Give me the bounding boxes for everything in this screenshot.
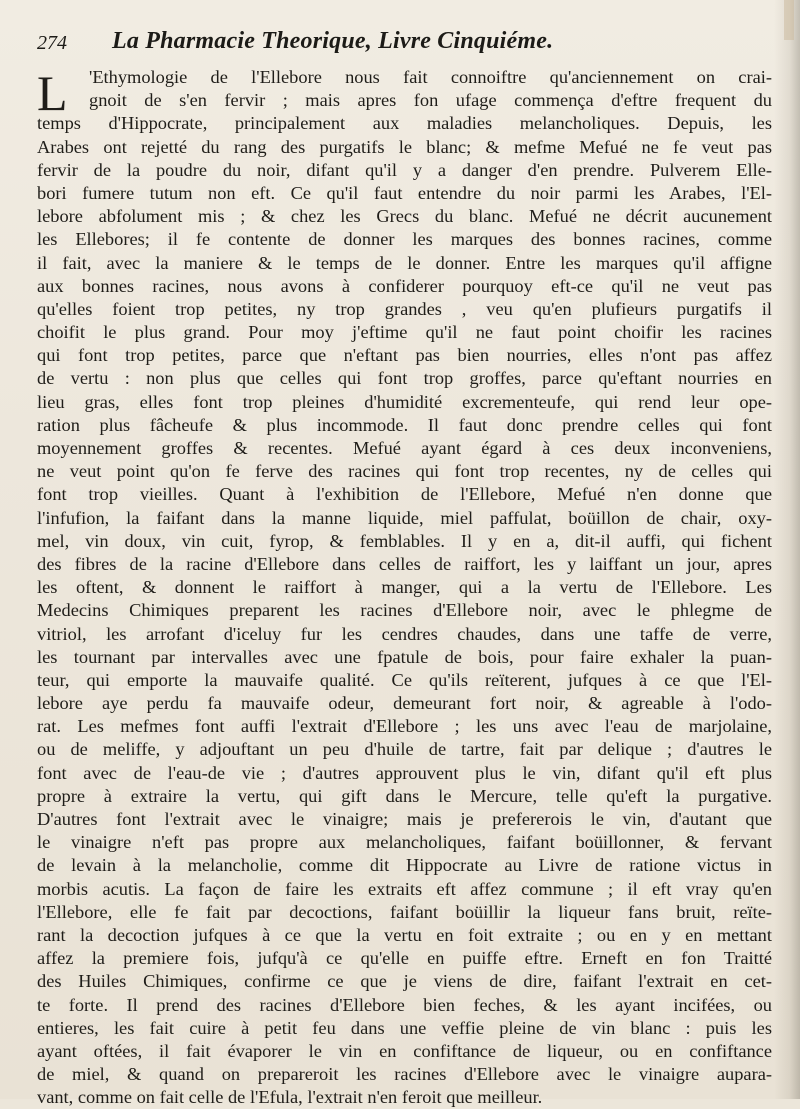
text-line: lebore aye perdu fa mauvaife odeur, demeurant fort noir, & agreable à l'odo- bbox=[37, 693, 772, 714]
text-line: bori fumere tutum non eft. Ce qu'il faut entendre du noir parmi les Arabes, l'El- bbox=[37, 182, 772, 203]
main-paragraph bbox=[37, 66, 772, 1109]
text-line: 'Ethymologie de l'Ellebore nous fait connoiftre qu'anciennement on crai- bbox=[89, 67, 772, 87]
text-line: teur, qui emporte la mauvaife qualité. Ce qu'ils reïterent, jufques à ce que l'El- bbox=[37, 669, 772, 690]
text-line: des fibres de la racine d'Ellebore dans celles de raiffort, les y laiffant un jour, apres bbox=[37, 553, 772, 574]
text-line: ration plus fâcheufe & plus incommode. Il faut donc prendre celles qui font bbox=[37, 414, 772, 435]
text-line: des Huiles Chimiques, confirme ce que je viens de dire, faifant l'extrait en cet- bbox=[37, 971, 772, 992]
text-line: vant, comme on fait celle de l'Efula, l'extrait n'en feroit que meilleur. bbox=[37, 1087, 543, 1108]
text-line: de vertu : non plus que celles qui font trop groffes, parce qu'eftant nourries en bbox=[37, 368, 772, 389]
text-line: l'infufion, la faifant dans la manne liquide, miel paffulat, boüillon de chair, oxy- bbox=[37, 507, 772, 528]
text-line: entieres, les fait cuire à petit feu dans une veffie pleine de vin blanc : puis les bbox=[37, 1017, 772, 1038]
text-line: lieu gras, elles font trop pleines d'humidité excrementeufe, qui rend leur ope- bbox=[37, 391, 772, 412]
text-line: mel, vin doux, vin cuit, fyrop, & femblables. Il y en a, dit-il auffi, qui fichent bbox=[37, 530, 772, 551]
text-line: de miel, & quand on prepareroit les racines d'Ellebore avec le vinaigre auparа- bbox=[37, 1064, 772, 1085]
text-line: propre à extraire la vertu, qui gift dans le Mercure, telle qu'eft la purgative. bbox=[37, 785, 772, 806]
text-line: rat. Les mefmes font auffi l'extrait d'Ellebore ; les uns avec l'eau de marjolaine, bbox=[37, 716, 772, 737]
text-line: fervir de la poudre du noir, difant qu'il y a danger d'en prendre. Pulverem Elle- bbox=[37, 159, 772, 180]
text-line: temps d'Hippocrate, principalement aux maladies melancholiques. Depuis, les bbox=[37, 113, 772, 134]
text-line: moyennement groffes & recentes. Mefué ayant égard à ces deux inconveniens, bbox=[37, 438, 772, 458]
page-edge-shadow bbox=[774, 0, 800, 1099]
text-line: ne veut point qu'on fe ferve des racines qui font trop recentes, ny de celles qui bbox=[37, 461, 772, 482]
text-line: D'autres font l'extrait avec le vinaigre; mais je prefererois le vin, d'autant que bbox=[37, 809, 772, 829]
text-line: ayant oftées, il fait évaporer le vin en confiftance de liqueur, ou en confiftance bbox=[37, 1040, 772, 1061]
text-line: les oftent, & donnent le raiffort à manger, qui a la vertu de l'Ellebore. Les bbox=[37, 577, 772, 598]
text-line: affez la premiere fois, jufqu'à ce qu'elle en puiffe eftre. Erneft en fon Traitté bbox=[37, 948, 772, 969]
text-line: lebore abfolument mis ; & chez les Grecs du blanc. Mefué ne décrit aucunement bbox=[37, 206, 772, 227]
text-line: aux bonnes racines, nous avons à confiderer pourquoy eft-ce qu'il ne veut pas bbox=[37, 275, 772, 296]
text-line: Arabes ont rejetté du rang des purgatifs le blanc; & mefme Mefué ne fe veut pas bbox=[37, 136, 772, 157]
text-line: vitriol, les arrofant d'iceluy fur les cendres chaudes, dans une taffe de verre, bbox=[37, 623, 772, 644]
page-edge-mark bbox=[784, 0, 794, 40]
text-line: l'Ellebore, elle fe fait par decoctions, faifant boüillir la liqueur fans bruit, reïte- bbox=[37, 901, 772, 922]
text-line: il fait, avec la maniere & le temps de le donner. Entre les marques qu'il affigne bbox=[37, 252, 772, 273]
page-number: 274 bbox=[37, 32, 67, 54]
text-line: choifit le plus grand. Pour moy j'eftime qu'il ne faut point choifir les racines bbox=[37, 322, 772, 343]
text-line: font trop vieilles. Quant à l'exhibition de l'Ellebore, Mefué n'en donne que bbox=[37, 484, 772, 505]
text-line: gnoit de s'en fervir ; mais apres fon ufage commença d'eftre frequent du bbox=[89, 90, 772, 111]
running-title: La Pharmacie Theorique, Livre Cinquiéme. bbox=[112, 28, 554, 54]
text-line: de levain à la melancholie, comme dit Hippocrate au Livre de ratione victus in bbox=[37, 855, 772, 876]
text-line: font avec de l'eau-de vie ; d'autres approuvent plus le vin, difant qu'il eft plus bbox=[37, 762, 772, 783]
text-line: ou de meliffe, y adjouftant un peu d'huile de tartre, fait par delique ; d'autres le bbox=[37, 739, 772, 760]
text-line: qu'elles foient trop petites, ny trop grandes , veu qu'en plufieurs purgatifs il bbox=[37, 298, 772, 319]
text-line: qui font trop petites, parce que n'eftant pas bien nourries, elles n'ont pas affez bbox=[37, 345, 772, 366]
text-line: te forte. Il prend des racines d'Ellebore bien feches, & les ayant incifées, ou bbox=[37, 994, 772, 1015]
text-line: les tournant par intervalles avec une fpatule de bois, pour faire exhaler la puan- bbox=[37, 646, 772, 667]
text-line: Medecins Chimiques preparent les racines d'Ellebore noir, avec le phlegme de bbox=[37, 600, 772, 621]
page-header bbox=[37, 24, 772, 64]
text-line: morbis acutis. La façon de faire les extraits eft affez commune ; il eft vray qu'en bbox=[37, 878, 772, 899]
text-line: le vinaigre n'eft pas propre aux melancholiques, faifant boüillonner, & fervant bbox=[37, 832, 772, 853]
text-line: rant la decoction jufques à ce que la vertu en foit extraite ; ou en y en mettant bbox=[37, 924, 772, 945]
text-line: les Ellebores; il fe contente de donner les marques des bonnes racines, comme bbox=[37, 229, 772, 250]
drop-cap-letter: L bbox=[37, 65, 68, 121]
